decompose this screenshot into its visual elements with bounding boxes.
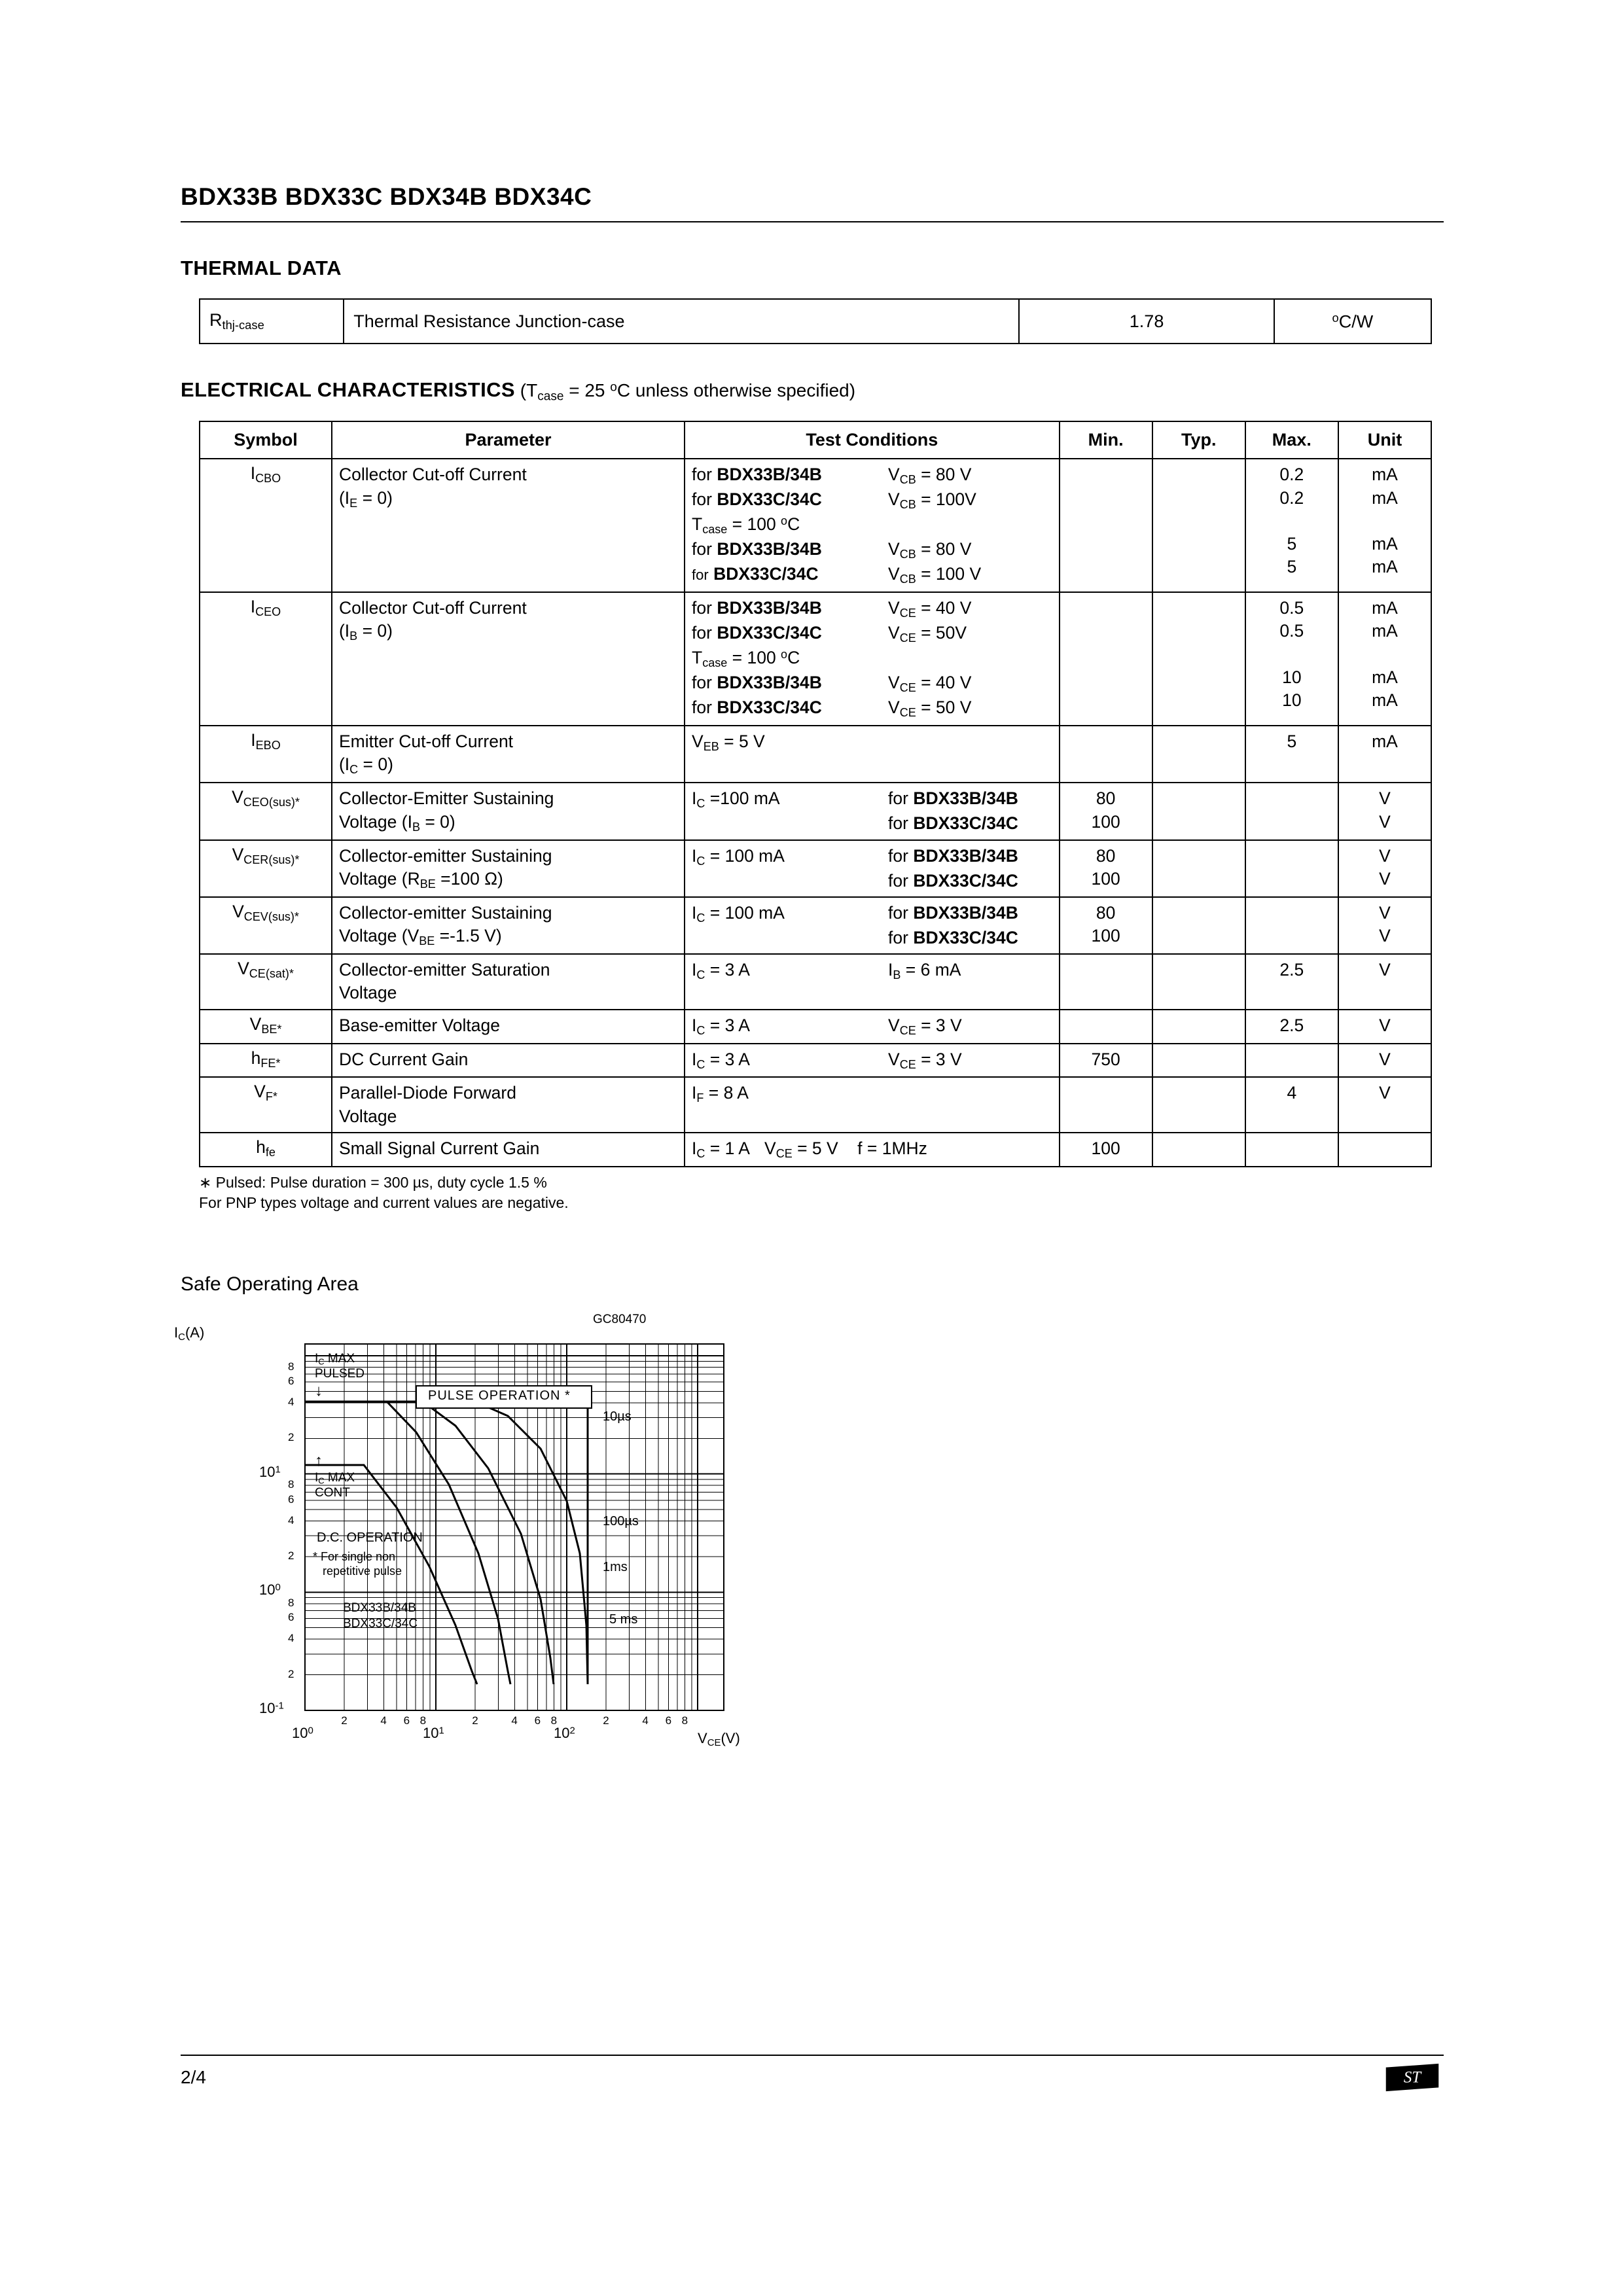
cell-min xyxy=(1060,1077,1152,1132)
table-row xyxy=(200,954,1431,1009)
col-header-test-conditions: Test Conditions xyxy=(685,421,1060,459)
cell-max xyxy=(1245,1044,1338,1078)
cell-max: 0.2 0.2 5 5 xyxy=(1245,459,1338,592)
cell-unit: mA mA mA mA xyxy=(1338,592,1431,726)
cell-typ xyxy=(1152,592,1245,726)
y-minor-tick-label: 4 xyxy=(288,1632,294,1645)
cell-unit: V xyxy=(1338,1010,1431,1044)
soa-y-axis-label xyxy=(174,1324,204,1343)
thermal-data-table xyxy=(199,298,1432,344)
cell-typ xyxy=(1152,1010,1245,1044)
cell-typ xyxy=(1152,1133,1245,1167)
thermal-unit-sup: o xyxy=(1332,310,1339,325)
table-row xyxy=(200,897,1431,954)
cell-typ xyxy=(1152,783,1245,839)
table-row xyxy=(200,726,1431,783)
cell-max: 2.5 xyxy=(1245,954,1338,1009)
annotation-device-names: BDX33B/34B BDX33C/34C xyxy=(343,1601,418,1631)
note-post: C unless otherwise specified) xyxy=(616,380,856,400)
electrical-characteristics-table xyxy=(199,421,1432,1167)
electrical-table-wrap xyxy=(199,421,1444,1167)
page-footer xyxy=(181,2055,1444,2093)
y-tick-label: $10^{-1}$ xyxy=(259,1700,284,1717)
y-axis-post: (A) xyxy=(185,1324,205,1341)
cell-typ xyxy=(1152,1044,1245,1078)
cell-parameter: Collector Cut-off Current $(I_E = 0)$ xyxy=(332,459,685,592)
y-minor-tick-label: 2 xyxy=(288,1667,294,1680)
soa-title: Safe Operating Area xyxy=(181,1273,359,1296)
x-minor-tick-label: 2 xyxy=(341,1714,348,1727)
cell-symbol: $V_{CE(sat)*}$ xyxy=(200,954,332,1009)
cell-max: 5 xyxy=(1245,726,1338,783)
cell-unit: mA mA mA mA xyxy=(1338,459,1431,592)
y-minor-tick-label: 6 xyxy=(288,1611,294,1624)
cell-parameter: Small Signal Current Gain xyxy=(332,1133,685,1167)
x-minor-tick-label: 6 xyxy=(665,1714,672,1727)
cell-max xyxy=(1245,783,1338,839)
cell-symbol: $I_{CEO}$ xyxy=(200,592,332,726)
cell-symbol: $h_{fe}$ xyxy=(200,1133,332,1167)
x-tick-label: $10^2$ xyxy=(554,1725,575,1742)
cell-unit: V V xyxy=(1338,897,1431,954)
y-minor-tick-label: 6 xyxy=(288,1492,294,1506)
cell-typ xyxy=(1152,840,1245,897)
electrical-heading-note xyxy=(515,380,856,404)
table-row xyxy=(200,299,1431,344)
y-axis-main: I xyxy=(174,1324,179,1341)
x-minor-tick-label: 8 xyxy=(419,1714,427,1727)
cell-unit: V V xyxy=(1338,783,1431,839)
cell-typ xyxy=(1152,1077,1245,1132)
cell-typ xyxy=(1152,954,1245,1009)
electrical-characteristics-heading xyxy=(181,378,1444,404)
title-divider xyxy=(181,221,1444,222)
cell-test-conditions: $V_{EB} = 5$ V xyxy=(685,726,1060,783)
x-minor-tick-label: 6 xyxy=(403,1714,410,1727)
x-minor-tick-label: 4 xyxy=(511,1714,518,1727)
table-head xyxy=(200,421,1431,459)
cell-min xyxy=(1060,1010,1152,1044)
cell-min: 80 100 xyxy=(1060,840,1152,897)
annotation-single-pulse: * For single non repetitive pulse xyxy=(313,1550,402,1578)
annotation-pulse-operation: PULSE OPERATION * xyxy=(428,1388,571,1404)
cell-min: 80 100 xyxy=(1060,897,1152,954)
y-minor-tick-label: 8 xyxy=(288,1596,294,1609)
cell-symbol: $V_{F*}$ xyxy=(200,1077,332,1132)
thermal-parameter-cell: Thermal Resistance Junction-case xyxy=(344,299,1019,344)
thermal-value-cell: 1.78 xyxy=(1019,299,1274,344)
cell-max xyxy=(1245,897,1338,954)
table-header-row xyxy=(200,421,1431,459)
cell-typ xyxy=(1152,897,1245,954)
y-minor-tick-label: 2 xyxy=(288,1431,294,1444)
table-row xyxy=(200,459,1431,592)
y-tick-label: $10^0$ xyxy=(259,1581,281,1598)
y-minor-tick-label: 4 xyxy=(288,1395,294,1408)
x-minor-tick-label: 4 xyxy=(642,1714,649,1727)
soa-code: GC80470 xyxy=(593,1313,647,1327)
soa-x-axis-label xyxy=(698,1730,740,1748)
cell-test-conditions: $I_F = 8$ A xyxy=(685,1077,1060,1132)
cell-symbol: $h_{FE*}$ xyxy=(200,1044,332,1078)
curve-label-10us: 10µs xyxy=(603,1409,632,1424)
cell-min: 750 xyxy=(1060,1044,1152,1078)
page-content xyxy=(174,0,1444,1769)
cell-symbol: $V_{CER(sus)*}$ xyxy=(200,840,332,897)
y-minor-tick-label: 8 xyxy=(288,1360,294,1373)
x-minor-tick-label: 8 xyxy=(681,1714,688,1727)
cell-symbol: $V_{CEO(sus)*}$ xyxy=(200,783,332,839)
cell-min xyxy=(1060,954,1152,1009)
note-pre: (T xyxy=(520,380,538,400)
cell-parameter: Collector-emitter Saturation Voltage xyxy=(332,954,685,1009)
cell-unit: V xyxy=(1338,1077,1431,1132)
cell-min xyxy=(1060,592,1152,726)
cell-test-conditions: $I_C = 100$ mA for BDX33B/34B for BDX33C/34C xyxy=(685,840,1060,897)
cell-parameter: Collector Cut-off Current $(I_B = 0)$ xyxy=(332,592,685,726)
annotation-ic-max-cont: ↑ $I_C$ MAX CONT xyxy=(315,1452,355,1500)
x-axis-sub: CE xyxy=(707,1737,721,1749)
cell-max: 0.5 0.5 10 10 xyxy=(1245,592,1338,726)
cell-unit: V V xyxy=(1338,840,1431,897)
cell-parameter: Emitter Cut-off Current $(I_C = 0)$ xyxy=(332,726,685,783)
footnote-line: ∗ Pulsed: Pulse duration = 300 µs, duty cycle 1.5 % xyxy=(199,1173,547,1191)
cell-symbol: $I_{CBO}$ xyxy=(200,459,332,592)
cell-parameter: DC Current Gain xyxy=(332,1044,685,1078)
x-axis-main: V xyxy=(698,1730,707,1747)
table-body xyxy=(200,459,1431,1167)
col-header-symbol: Symbol xyxy=(200,421,332,459)
cell-parameter: Base-emitter Voltage xyxy=(332,1010,685,1044)
cell-min xyxy=(1060,726,1152,783)
y-axis-sub: C xyxy=(178,1332,185,1343)
cell-unit: mA xyxy=(1338,726,1431,783)
cell-test-conditions: for BDX33B/34B $V_{CE} = 40$ V for BDX33C/34C $V_{CE} = 50V$ $T_{case} = 100$ $^o$C for BDX33B/34B $V_{CE} = 40$ V for BDX33C/34C $V_{CE} = 50$ V xyxy=(685,592,1060,726)
x-minor-tick-label: 8 xyxy=(550,1714,558,1727)
cell-symbol: $V_{CEV(sus)*}$ xyxy=(200,897,332,954)
cell-min xyxy=(1060,459,1152,592)
footer-row xyxy=(181,2062,1444,2093)
x-tick-label: $10^0$ xyxy=(292,1725,313,1742)
thermal-unit-text: C/W xyxy=(1338,311,1374,332)
y-minor-tick-label: 8 xyxy=(288,1478,294,1491)
cell-unit: V xyxy=(1338,954,1431,1009)
col-header-unit: Unit xyxy=(1338,421,1431,459)
cell-max: 2.5 xyxy=(1245,1010,1338,1044)
cell-symbol: $V_{BE*}$ xyxy=(200,1010,332,1044)
cell-parameter: Parallel-Diode Forward Voltage xyxy=(332,1077,685,1132)
cell-test-conditions: $I_C = 3$ A $V_{CE} = 3$ V xyxy=(685,1010,1060,1044)
thermal-data-heading: THERMAL DATA xyxy=(181,256,342,279)
curve-label-5ms: 5 ms xyxy=(609,1612,638,1627)
footnotes xyxy=(199,1173,1444,1213)
thermal-symbol-main: R xyxy=(209,309,223,330)
cell-max: 4 xyxy=(1245,1077,1338,1132)
col-header-parameter: Parameter xyxy=(332,421,685,459)
note-sup: o xyxy=(610,380,617,395)
x-minor-tick-label: 6 xyxy=(534,1714,541,1727)
cell-unit xyxy=(1338,1133,1431,1167)
annotation-dc-operation: D.C. OPERATION xyxy=(317,1530,423,1545)
cell-min: 80 100 xyxy=(1060,783,1152,839)
annotation-ic-max-pulsed: $I_C$ MAX PULSED ↓ xyxy=(315,1352,365,1400)
cell-typ xyxy=(1152,726,1245,783)
thermal-symbol-cell xyxy=(200,299,344,344)
note-mid: = 25 xyxy=(563,380,611,400)
cell-max xyxy=(1245,840,1338,897)
cell-parameter: Collector-emitter Sustaining Voltage ($R_{BE} =100$ Ω) xyxy=(332,840,685,897)
cell-test-conditions: $I_C =100$ mA for BDX33B/34B for BDX33C/34C xyxy=(685,783,1060,839)
electrical-heading-text: ELECTRICAL CHARACTERISTICS xyxy=(181,378,516,401)
table-row xyxy=(200,1010,1431,1044)
table-row xyxy=(200,1133,1431,1167)
table-row xyxy=(200,1044,1431,1078)
cell-test-conditions: $I_C = 1$ A $V_{CE} = 5$ V f = 1MHz xyxy=(685,1133,1060,1167)
y-minor-tick-label: 6 xyxy=(288,1375,294,1388)
x-minor-tick-label: 2 xyxy=(472,1714,478,1727)
cell-typ xyxy=(1152,459,1245,592)
footnote-line: For PNP types voltage and current values are negative. xyxy=(199,1193,569,1211)
y-minor-tick-label: 4 xyxy=(288,1513,294,1527)
cell-test-conditions: $I_C = 100$ mA for BDX33B/34B for BDX33C/34C xyxy=(685,897,1060,954)
cell-parameter: Collector-emitter Sustaining Voltage ($V_{BE} =-1.5$ V) xyxy=(332,897,685,954)
soa-chart xyxy=(174,1313,789,1769)
page-number: 2/4 xyxy=(181,2067,206,2087)
cell-parameter: Collector-Emitter Sustaining Voltage $(I_B = 0)$ xyxy=(332,783,685,839)
page-title: BDX33B BDX33C BDX34B BDX34C xyxy=(181,183,592,210)
svg-text:ST: ST xyxy=(1403,2068,1421,2087)
cell-unit: V xyxy=(1338,1044,1431,1078)
col-header-min: Min. xyxy=(1060,421,1152,459)
thermal-unit-cell xyxy=(1274,299,1431,344)
cell-symbol: $I_{EBO}$ xyxy=(200,726,332,783)
note-sub: case xyxy=(537,389,564,404)
x-tick-label: $10^1$ xyxy=(423,1725,444,1742)
col-header-typ: Typ. xyxy=(1152,421,1245,459)
table-row xyxy=(200,592,1431,726)
table-row xyxy=(200,840,1431,897)
table-row xyxy=(200,783,1431,839)
y-minor-tick-label: 2 xyxy=(288,1549,294,1562)
cell-max xyxy=(1245,1133,1338,1167)
cell-test-conditions: for BDX33B/34B $V_{CB} = 80$ V for BDX33C/34C $V_{CB} = 100V$ $T_{case} = 100$ $^o$C for BDX33B/34B $V_{CB} = 80$ V for BDX33C/34C $V_{CB} = 100$ V xyxy=(685,459,1060,592)
thermal-symbol-sub: thj-case xyxy=(222,318,264,332)
col-header-max: Max. xyxy=(1245,421,1338,459)
footer-divider xyxy=(181,2055,1444,2056)
curve-label-100us: 100µs xyxy=(603,1514,639,1529)
st-logo xyxy=(1381,2062,1444,2093)
x-minor-tick-label: 4 xyxy=(380,1714,387,1727)
cell-test-conditions: $I_C = 3$ A $I_B = 6$ mA xyxy=(685,954,1060,1009)
x-axis-post: (V) xyxy=(721,1730,740,1747)
x-minor-tick-label: 2 xyxy=(603,1714,609,1727)
cell-min: 100 xyxy=(1060,1133,1152,1167)
table-row xyxy=(200,1077,1431,1132)
cell-test-conditions: $I_C = 3$ A $V_{CE} = 3$ V xyxy=(685,1044,1060,1078)
y-tick-label: $10^1$ xyxy=(259,1463,281,1480)
curve-label-1ms: 1ms xyxy=(603,1560,628,1575)
